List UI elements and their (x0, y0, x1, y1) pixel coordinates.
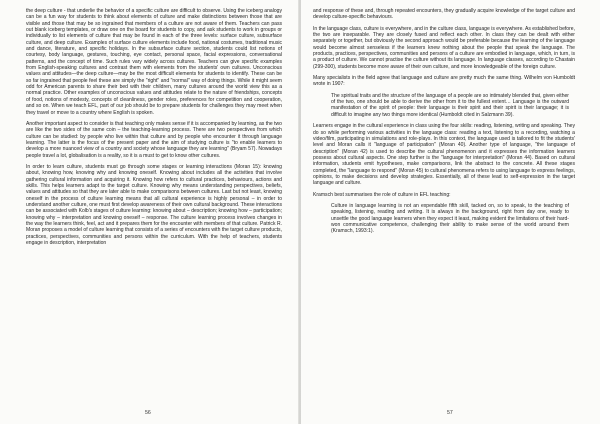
left-text-column (26, 8, 282, 251)
page-number: 56 (145, 410, 151, 416)
paragraph: In the language class, culture is everywhere, and in the culture class, language is everywhere. As established before, the two are inseparable. They are closely fused and reflect each other. In class they can be dealt with either separately or together, but obviously the second approach would be preferable because the learning of the language would become almost senseless if the learners knew nothing about the people that speak the language. The products, practices, perspectives, communities and persons of a culture are embodied in language, which, in turn, is a product of culture. We cannot practise the culture without its language. In language classes, according to Chastain (299-300), students become more aware of their own culture, and more knowledgeable of the foreign culture. (313, 25, 575, 70)
paragraph: Kramsch best summarises the role of culture in EFL teaching: (313, 191, 451, 198)
right-text-column (313, 8, 575, 240)
paragraph: In order to learn culture, students must go through some stages or learning interactions (Moran 15): knowing about, knowing how, knowing why and knowing oneself. Knowing about includes all the activities that involve gathering cultural information and acquiring it. Knowing how refers to cultural practices, behaviours, actions and skills. This helps learners adapt to the target culture. Knowing why means understanding perspectives, beliefs, values and attitudes so that they are later able to make comparisons between cultures. Last but not least, knowing oneself in the process of culture learning means that all cultural experience is highly personal – in order to understand another culture, one must first develop awareness of their own cultural background. These interactions can be associated with Kolb's stages of culture learning: knowing about – description; knowing how – participation; knowing why – interpretation and knowing oneself – response. The culture learning process involves changes in the way the learners think, feel, act and it prepares them for the encounter with members of that culture. Patrick R. Moran proposes a model of culture learning that consists of a series of encounters with the target culture products, practices, perspectives, communities and persons within the curriculum. With the help of teachers, students engage in description, interpretation (26, 163, 282, 247)
paragraph: the deep culture - that underlie the behavior of a specific culture are difficult to observe. Using the iceberg analogy can be a fun way for students to think about elements of culture and make distinctions between those that are visible and those that may be so ingrained that members of a culture are not aware of them. Teachers can pass out blank iceberg templates, or draw one on the board for students to copy, and ask students to work in groups or individually to list elements of culture that may be found in each of the three levels: surface culture, subsurface culture, and deep culture. Examples of surface culture elements include food, national costumes, traditional music and dance, literature, and specific holidays. In the subsurface culture section, students could list notions of courtesy, body language, gestures, touching, eye contact, personal space, facial expressions, conversational patterns, and the concept of time. Such rules vary widely across cultures. Teachers can give specific examples from English-speaking cultures and contrast them with elements from the students' own cultures. Unconscious values and attitudes—the deep culture—may be the most difficult elements for students to identify. These can be so far ingrained that people feel these are simply the "right" and "normal" way of doing things. While it might seem odd for American parents to share their bed with their children, many cultures around the world view this as a normal practice. Other examples of unconscious values and attitudes relate to the nature of friendships, concepts of food, notions of modesty, concepts of cleanliness, gender roles, preferences for competition and cooperation, and so on. When we teach EFL, part of our job should be to prepare students for challenges they may meet when they travel or move to a country where English is spoken. (26, 8, 282, 116)
paragraph: Many specialists in the field agree that language and culture are pretty much the same thing. Wilhelm von Humboldt wrote in 1907: (313, 75, 575, 88)
paragraph: Learners engage in the cultural experience in class using the four skills: reading, listening, writing and speaking. They do so while performing various activities in the language class: reading a text, listening to a recording, watching a video/film, participating in simulations and role-plays. In this context, the language used is tailored to fit the students' level and Moran calls it "language of participation" (Moran 40). Another type of language, "the language of description" (Moran 42) is used to describe the cultural phenomenon and it expresses the information learners possess about cultural aspects. One step further is the "language for interpretation" (Moran 44). Based on cultural information, students emit hypotheses, make comparisons, link the abstract to the concrete. All these stages completed, the "language to respond" (Moran 45) to cultural phenomena refers to using language to express feelings, opinions, to make decisions and develop strategies. Essentially, all of these lead to self-expression in the target language and culture. (313, 123, 575, 187)
paragraph: Another important aspect to consider is that teaching only makes sense if it is accompanied by learning, as the two are like the two sides of the same coin – the teaching-learning process. There are two perspectives from which culture can be studied: by people who live within that culture and by people who encounter it through language learning. The latter is the focus of the present paper and the aim of studying culture is "to enable learners to develop a more nuanced view of a country and society whose language they are learning" (Bryam 57). Nowadays people travel a lot, globalisation is a reality, so it is a must to get to know other cultures. (26, 120, 282, 159)
right-page (301, 0, 600, 424)
left-page (0, 0, 299, 424)
block-quote: Culture in language learning is not an expendable fifth skill, tacked on, so to speak, to the teaching of speaking, listening, reading and writing. It is always in the background, right from day one, ready to unsettle the good language learners when they expect it least, making evident the limitations of their hard-won communicative competence, challenging their ability to make sense of the world around them (Kramsch, 1993:1). (331, 202, 569, 235)
block-quote: The spiritual traits and the structure of the language of a people are so intimately blended that, given either of the two, one should be able to derive the other from it to the fullest extent… Language is the outward manifestation of the spirit of people: their language is their spirit and their spirit is their language; it is difficult to imagine any two things more identical (Humboldt cited in Salzmann 39). (331, 92, 569, 118)
page-number: 57 (447, 410, 453, 416)
paragraph: and response of these and, through repeated encounters, they gradually acquire knowledge of the target culture and develop culture-specific behaviours. (313, 8, 575, 21)
